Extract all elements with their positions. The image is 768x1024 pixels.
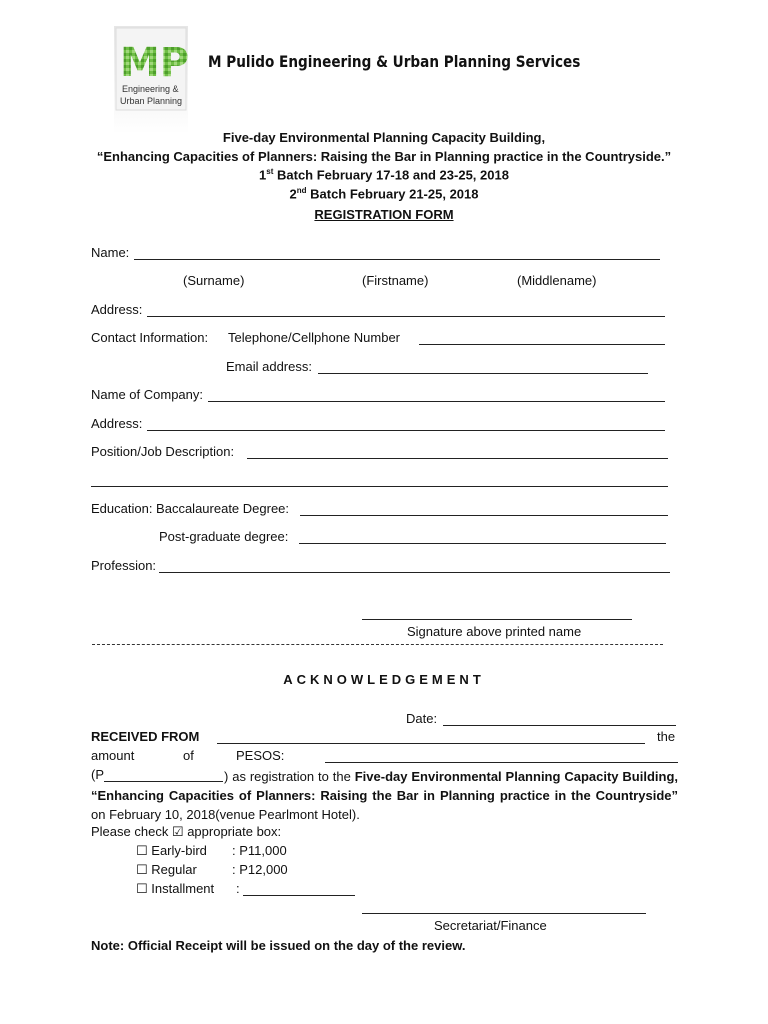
checkbox-icon[interactable]: ☐	[136, 843, 148, 858]
company-label: Name of Company:	[91, 387, 203, 402]
cut-line	[92, 644, 663, 645]
contact-label: Contact Information:	[91, 330, 209, 345]
regular-price: : P12,000	[232, 862, 288, 877]
company-field[interactable]	[208, 401, 665, 402]
logo-letters: MP	[120, 40, 188, 86]
telephone-label: Telephone/Cellphone Number	[228, 330, 401, 345]
address-label: Address:	[91, 302, 143, 317]
received-from-label: RECEIVED FROM	[91, 729, 200, 744]
p-open: (P	[91, 767, 104, 782]
installment-field[interactable]	[243, 895, 355, 896]
company-address-field[interactable]	[147, 430, 665, 431]
firstname-caption: (Firstname)	[362, 273, 429, 288]
form-title: REGISTRATION FORM	[314, 207, 454, 222]
telephone-field[interactable]	[419, 344, 665, 345]
position-label: Position/Job Description:	[91, 444, 235, 459]
amount-word: amount	[91, 748, 135, 763]
the-word: the	[657, 729, 676, 744]
logo-line2: Urban Planning	[120, 96, 183, 106]
option-early-bird[interactable]: ☐ Early-bird	[136, 843, 207, 858]
position-field-continued[interactable]	[91, 486, 668, 487]
pesos-field[interactable]	[325, 762, 678, 763]
company-name: M Pulido Engineering & Urban Planning Services	[208, 52, 581, 71]
surname-caption: (Surname)	[183, 273, 245, 288]
option-regular[interactable]: ☐ Regular	[136, 862, 197, 877]
check-instruction: Please check ☑ appropriate box:	[91, 824, 282, 839]
postgrad-field[interactable]	[299, 543, 666, 544]
secretariat-label: Secretariat/Finance	[434, 918, 547, 933]
profession-label: Profession:	[91, 558, 157, 573]
installment-colon: :	[236, 881, 240, 896]
education-label: Education: Baccalaureate Degree:	[91, 501, 290, 516]
official-receipt-note: Note: Official Receipt will be issued on the day of the review.	[91, 938, 466, 953]
position-field[interactable]	[247, 458, 668, 459]
checkbox-icon[interactable]: ☐	[136, 881, 148, 896]
middlename-caption: (Middlename)	[517, 273, 597, 288]
ack-title: ACKNOWLEDGEMENT	[283, 672, 485, 687]
of-word: of	[183, 748, 194, 763]
address-field[interactable]	[147, 316, 665, 317]
batch-2: 2nd Batch February 21-25, 2018	[289, 186, 479, 202]
signature-field[interactable]	[362, 619, 632, 620]
baccalaureate-field[interactable]	[300, 515, 668, 516]
profession-field[interactable]	[159, 572, 670, 573]
postgrad-label: Post-graduate degree:	[159, 529, 289, 544]
email-label: Email address:	[226, 359, 312, 374]
name-field[interactable]	[134, 259, 660, 260]
email-field[interactable]	[318, 373, 648, 374]
pesos-label: PESOS:	[236, 748, 285, 763]
option-installment[interactable]: ☐ Installment	[136, 881, 215, 896]
name-label: Name:	[91, 245, 130, 260]
date-label: Date:	[406, 711, 438, 726]
company-address-label: Address:	[91, 416, 143, 431]
signature-label: Signature above printed name	[407, 624, 582, 639]
early-bird-price: : P11,000	[232, 843, 287, 858]
date-field[interactable]	[443, 725, 676, 726]
course-subtitle: “Enhancing Capacities of Planners: Raising the Bar in Planning practice in the Countryside.”	[96, 149, 672, 164]
logo-line1: Engineering &	[122, 84, 179, 94]
registration-paragraph: ) as registration to the Five-day Environmental Planning Capacity Building, “Enhancing Capacities of Planners: Raising the Bar in Planning practice in the Countryside” on February 10, 2018(venue Pearlmont Hotel).	[91, 769, 679, 822]
checkbox-icon[interactable]: ☐	[136, 862, 148, 877]
batch-1: 1st Batch February 17-18 and 23-25, 2018	[259, 167, 509, 183]
secretariat-signature-field[interactable]	[362, 913, 646, 914]
received-from-field[interactable]	[217, 743, 645, 744]
course-title: Five-day Environmental Planning Capacity Building,	[222, 130, 546, 145]
company-logo	[114, 26, 188, 134]
